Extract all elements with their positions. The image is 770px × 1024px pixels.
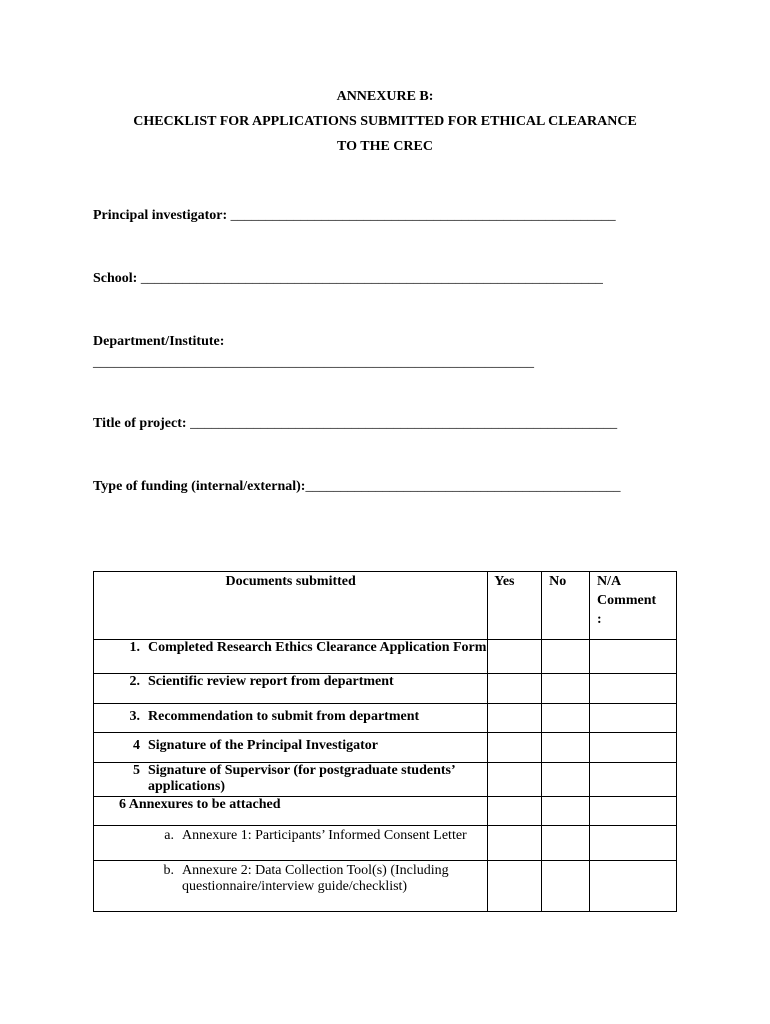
cell-yes[interactable] (488, 674, 542, 704)
header-na: N/A (597, 574, 622, 589)
document-item-5 (94, 763, 488, 797)
header-documents-submitted: Documents submitted (94, 572, 488, 640)
section-6-annexures: 6 Annexures to be attached (94, 797, 488, 826)
field-label: School: (93, 271, 138, 286)
field-blank-line: _______________________________________________________ (230, 208, 616, 223)
field-label: Type of funding (internal/external): (93, 479, 306, 494)
field-blank-line: _______________________________________________________________ (93, 355, 534, 370)
header-comment: Comment (597, 593, 657, 608)
cell-na-comment[interactable] (590, 640, 677, 674)
table-header-row (94, 572, 677, 640)
title-crec: TO THE CREC (337, 139, 433, 154)
cell-na-comment[interactable] (590, 704, 677, 733)
field-label: Principal investigator: (93, 208, 228, 223)
cell-no[interactable] (542, 704, 590, 733)
cell-yes[interactable] (488, 763, 542, 797)
table-row (94, 763, 677, 797)
item-text: Annexure 2: Data Collection Tool(s) (Including questionnaire/interview guide/checklist) (182, 863, 449, 894)
cell-no[interactable] (542, 763, 590, 797)
document-item-4 (94, 733, 488, 763)
cell-yes[interactable] (488, 826, 542, 861)
cell-no[interactable] (542, 861, 590, 912)
field-title-of-project[interactable] (93, 416, 617, 432)
table-row (94, 861, 677, 912)
item-letter: a. (164, 828, 174, 843)
field-blank-line: __________________________________________________________________ (140, 271, 603, 286)
item-number: 5 (133, 763, 140, 778)
field-department[interactable] (93, 355, 534, 371)
item-text: Signature of Supervisor (for postgraduate students’ applications) (148, 763, 455, 794)
annexure-item-b (94, 861, 488, 912)
table-row (94, 704, 677, 733)
document-item-2 (94, 674, 488, 704)
field-label: Title of project: (93, 416, 187, 431)
annexure-item-a (94, 826, 488, 861)
cell-na-comment[interactable] (590, 674, 677, 704)
cell-yes[interactable] (488, 797, 542, 826)
item-letter: b. (163, 863, 174, 878)
cell-na-comment[interactable] (590, 826, 677, 861)
cell-na-comment[interactable] (590, 733, 677, 763)
header-no: No (542, 572, 590, 640)
header-yes: Yes (488, 572, 542, 640)
header-colon: : (597, 612, 602, 627)
item-text: Annexure 1: Participants’ Informed Consent Letter (182, 828, 467, 843)
cell-yes[interactable] (488, 733, 542, 763)
cell-no[interactable] (542, 640, 590, 674)
field-school[interactable] (93, 271, 603, 287)
document-item-1 (94, 640, 488, 674)
field-principal-investigator[interactable] (93, 208, 616, 224)
title-checklist: CHECKLIST FOR APPLICATIONS SUBMITTED FOR ETHICAL CLEARANCE (133, 114, 637, 129)
table-row (94, 826, 677, 861)
field-blank-line: _____________________________________________________________ (190, 416, 618, 431)
document-item-3 (94, 704, 488, 733)
header-na-comment (590, 572, 677, 640)
table-row (94, 640, 677, 674)
item-text: Recommendation to submit from department (148, 709, 420, 724)
cell-no[interactable] (542, 797, 590, 826)
field-type-of-funding[interactable] (93, 479, 620, 495)
item-number: 2. (129, 674, 140, 689)
title-annexure: ANNEXURE B: (336, 89, 434, 104)
documents-checklist-table (93, 571, 677, 912)
table-row (94, 797, 677, 826)
item-text: Signature of the Principal Investigator (148, 738, 378, 753)
cell-yes[interactable] (488, 640, 542, 674)
cell-no[interactable] (542, 733, 590, 763)
field-label: Department/Institute: (93, 334, 225, 349)
cell-yes[interactable] (488, 861, 542, 912)
item-number: 4 (133, 738, 140, 753)
cell-na-comment[interactable] (590, 763, 677, 797)
item-number: 3. (129, 709, 140, 724)
table-row (94, 733, 677, 763)
cell-yes[interactable] (488, 704, 542, 733)
cell-na-comment[interactable] (590, 797, 677, 826)
item-number: 1. (129, 640, 140, 655)
field-blank-line: _____________________________________________ (305, 479, 621, 494)
item-text: Scientific review report from department (148, 674, 394, 689)
cell-no[interactable] (542, 674, 590, 704)
field-department-label (93, 334, 224, 350)
item-text: Completed Research Ethics Clearance Application Form (148, 640, 487, 655)
table-row (94, 674, 677, 704)
cell-no[interactable] (542, 826, 590, 861)
cell-na-comment[interactable] (590, 861, 677, 912)
